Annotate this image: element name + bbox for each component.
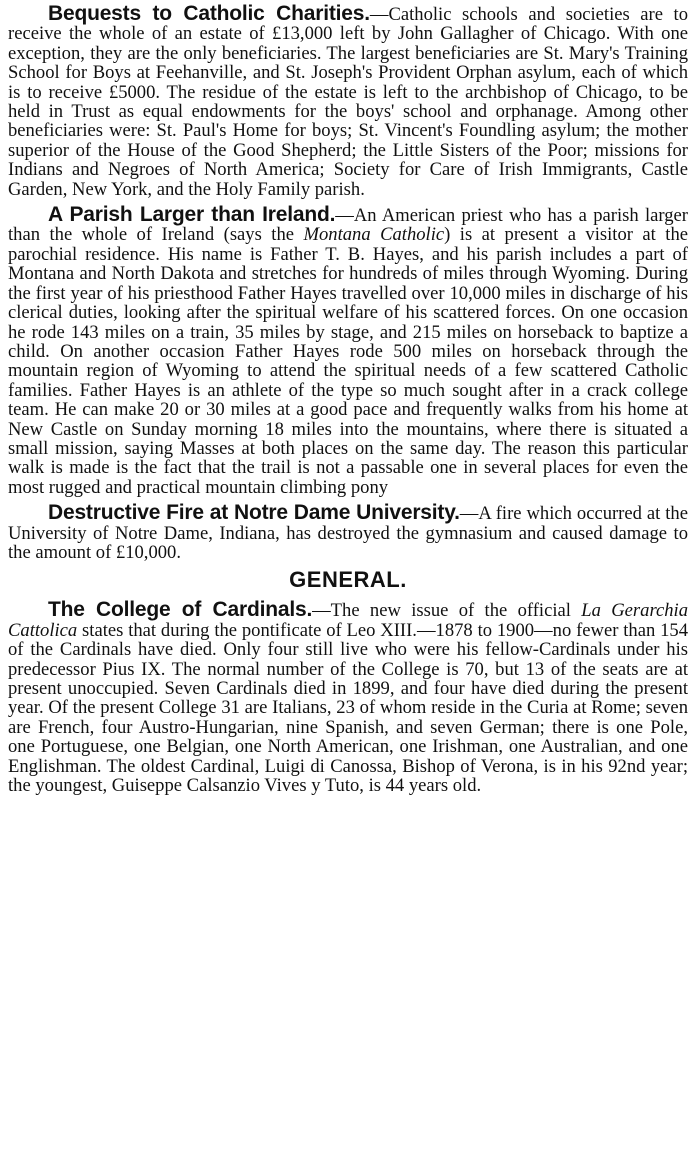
article-body: The new issue of the official bbox=[330, 600, 582, 622]
article-heading: A Parish Larger than Ireland. bbox=[48, 203, 336, 227]
article-body-continued: states that during the pontificate of Leo XIII.—1878 to 1900—no fewer than 154 of the Cardinals have died. Only four still live who were his fellow-Cardinals under his predecessor Pius IX. The normal number of the College is 70, but 13 of the seats are at present unoccupied. Seven Cardinals died in 1899, and four have died during the present year. Of the present College 31 are Italians, 23 of whom reside in the Curia at Rome; seven are French, four Austro-Hungarian, nine Spanish, and seven German; there is one Pole, one Portuguese, one Belgian, one North American, one Irishman, one Australian, and one Englishman. The oldest Cardinal, Luigi di Canossa, Bishop of Verona, is in his 92nd year; the youngest, Guiseppe Calsanzio Vives y Tuto, is 44 years old. bbox=[8, 619, 688, 797]
article-heading: Destructive Fire at Notre Dame University. bbox=[48, 501, 460, 525]
article-fire bbox=[8, 503, 688, 562]
publication-name: La Gerarchia Cattolica bbox=[8, 600, 689, 641]
heading-dash: — bbox=[312, 600, 331, 622]
heading-dash: — bbox=[369, 4, 389, 25]
article-cardinals bbox=[8, 600, 688, 795]
article-bequests bbox=[8, 4, 688, 199]
heading-dash: — bbox=[459, 503, 479, 525]
article-body: An American priest who has a parish larger than the whole of Ireland (says the bbox=[8, 205, 689, 246]
section-title: GENERAL. bbox=[289, 567, 407, 593]
article-body: Catholic schools and societies are to receive the whole of an estate of £13,000 left by John Gallagher of Chicago. With one exception, they are the only beneficiaries. The largest beneficiaries are St. Mary's Training School for Boys at Feehanville, and St. Joseph's Provident Orphan asylum, each of which is to receive £5000. The residue of the estate is left to the archbishop of Chicago, to be held in Trust as equal endowments for the boys' school and orphanage. Among other beneficiaries were: St. Paul's Home for boys; St. Vincent's Foundling asylum; the mother superior of the House of the Good Shepherd; the Little Sisters of the Poor; missions for Indians and Negroes of North America; Society for Care of Irish Immigrants, Castle Garden, New York, and the Holy Family parish. bbox=[8, 4, 688, 200]
publication-name: Montana Catholic bbox=[303, 224, 445, 246]
article-heading: Bequests to Catholic Charities. bbox=[48, 2, 370, 25]
article-body: A fire which occurred at the University of Notre Dame, Indiana, has destroyed the gymnasium and caused damage to the amount of £10,000. bbox=[8, 503, 688, 563]
article-parish bbox=[8, 205, 688, 497]
heading-dash: — bbox=[335, 205, 354, 227]
article-body-continued: ) is at present a visitor at the parochial residence. His name is Father T. B. Hayes, and his parish includes a part of Montana and North Dakota and stretches for hundreds of miles through Wyoming. During the first year of his priesthood Father Hayes travelled over 10,000 miles in discharge of his clerical duties, looking after the spiritual welfare of his scattered forces. On one occasion he rode 143 miles on a train, 35 miles by stage, and 215 miles on horseback to baptize a child. On another occasion Father Hayes rode 500 miles on horseback through the mountain region of Wyoming to attend the spiritual needs of a few scattered Catholic families. Father Hayes is an athlete of the type so much sought after in a crack college team. He can make 20 or 30 miles at a good pace and frequently walks from his home at New Castle on Sunday morning 18 miles into the mountains, where there is situated a small mission, saying Masses at both places on the same day. The reason this particular walk is made is the fact that the trail is not a passable one in several places for even the most rugged and practical mountain climbing pony bbox=[8, 224, 688, 498]
article-heading: The College of Cardinals. bbox=[48, 598, 313, 622]
